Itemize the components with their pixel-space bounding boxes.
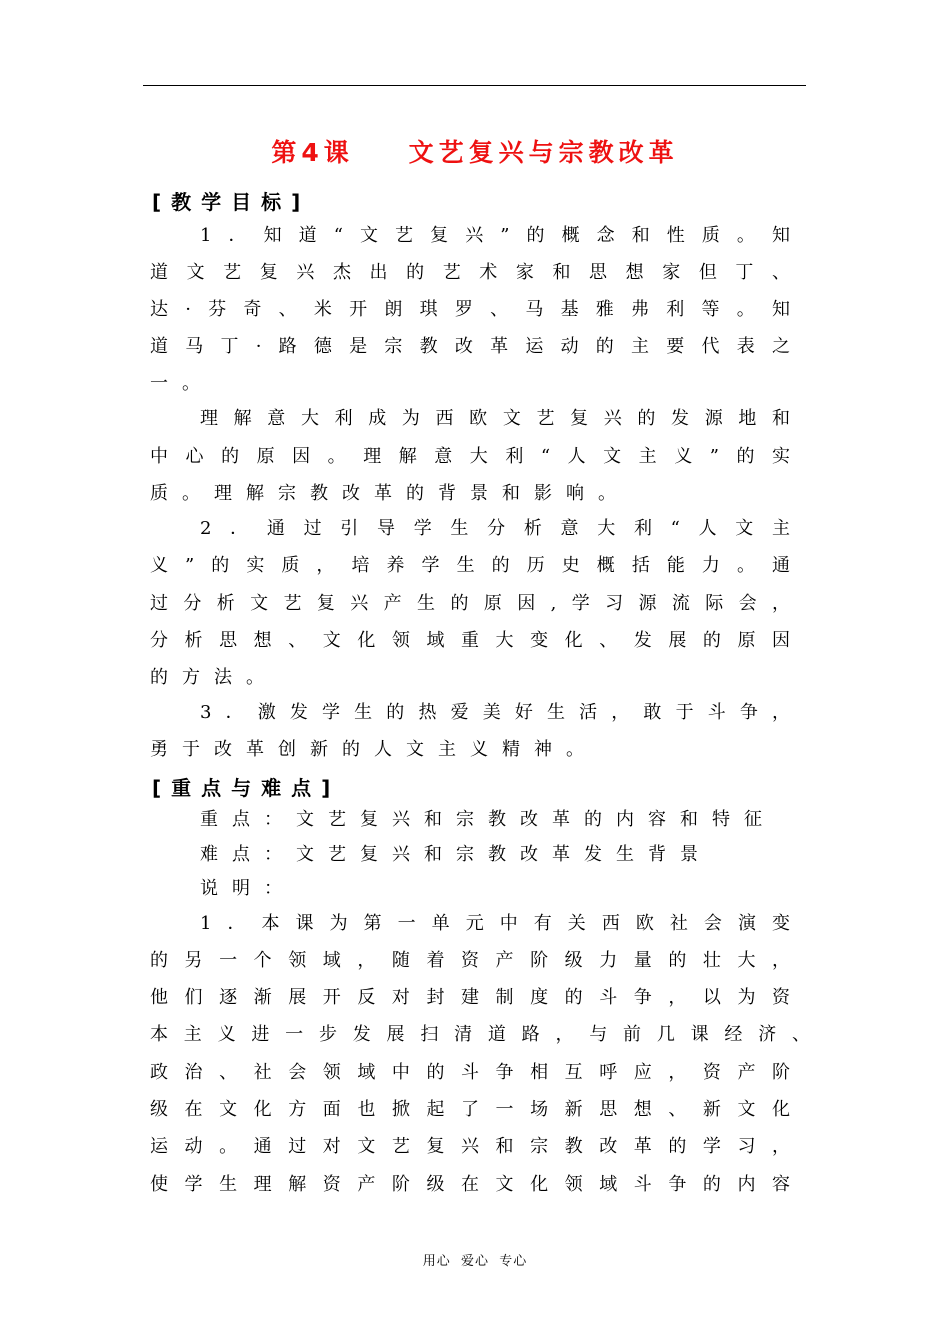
keypoints-line: 说明：: [200, 878, 296, 899]
objectives-line: 的方法。: [150, 667, 278, 688]
objectives-line: 理解意大利成为西欧文艺复兴的发源地和: [200, 408, 790, 429]
objectives-line: 义”的实质，培养学生的历史概括能力。通: [150, 555, 790, 576]
keypoints-line: 1．本课为第一单元中有关西欧社会演变: [200, 913, 790, 934]
objectives-line: 2．通过引导学生分析意大利“人文主: [200, 518, 790, 539]
keypoints-line: 使学生理解资产阶级在文化领域斗争的内容: [150, 1174, 790, 1195]
keypoints-heading: [重点与难点]: [152, 776, 341, 800]
objectives-line: 勇于改革创新的人文主义精神。: [150, 739, 598, 760]
keypoints-line: 难点：文艺复兴和宗教改革发生背景: [200, 844, 712, 865]
objectives-line: 1．知道“文艺复兴”的概念和性质。知: [200, 225, 790, 246]
keypoints-line: 的另一个领域，随着资产阶级力量的壮大，: [150, 950, 790, 971]
keypoints-line: 本主义进一步发展扫清道路，与前几课经济、: [150, 1024, 810, 1045]
lesson-title: 第4课 文艺复兴与宗教改革: [271, 138, 679, 167]
objectives-line: 中心的原因。理解意大利“人文主义”的实: [150, 446, 790, 467]
keypoints-line: 政治、社会领域中的斗争相互呼应，资产阶: [150, 1062, 790, 1083]
objectives-line: 道马丁·路德是宗教改革运动的主要代表之: [150, 336, 790, 357]
objectives-line: 分析思想、文化领域重大变化、发展的原因: [150, 630, 790, 651]
page-footer: 用心 爱心 专心: [422, 1254, 528, 1269]
objectives-line: 一。: [150, 373, 214, 394]
keypoints-line: 级在文化方面也掀起了一场新思想、新文化: [150, 1099, 790, 1120]
keypoints-line: 他们逐渐展开反对封建制度的斗争，以为资: [150, 987, 790, 1008]
objectives-line: 3．激发学生的热爱美好生活，敢于斗争，: [200, 702, 790, 723]
keypoints-line: 运动。通过对文艺复兴和宗教改革的学习，: [150, 1136, 790, 1157]
objectives-line: 道文艺复兴杰出的艺术家和思想家但丁、: [150, 262, 790, 283]
objectives-line: 过分析文艺复兴产生的原因,学习源流际会，: [150, 593, 790, 614]
header-rule: [143, 85, 806, 86]
objectives-heading: [教学目标]: [152, 190, 311, 214]
keypoints-line: 重点：文艺复兴和宗教改革的内容和特征: [200, 809, 776, 830]
objectives-line: 质。理解宗教改革的背景和影响。: [150, 483, 630, 504]
objectives-line: 达·芬奇、米开朗琪罗、马基雅弗利等。知: [150, 299, 790, 320]
